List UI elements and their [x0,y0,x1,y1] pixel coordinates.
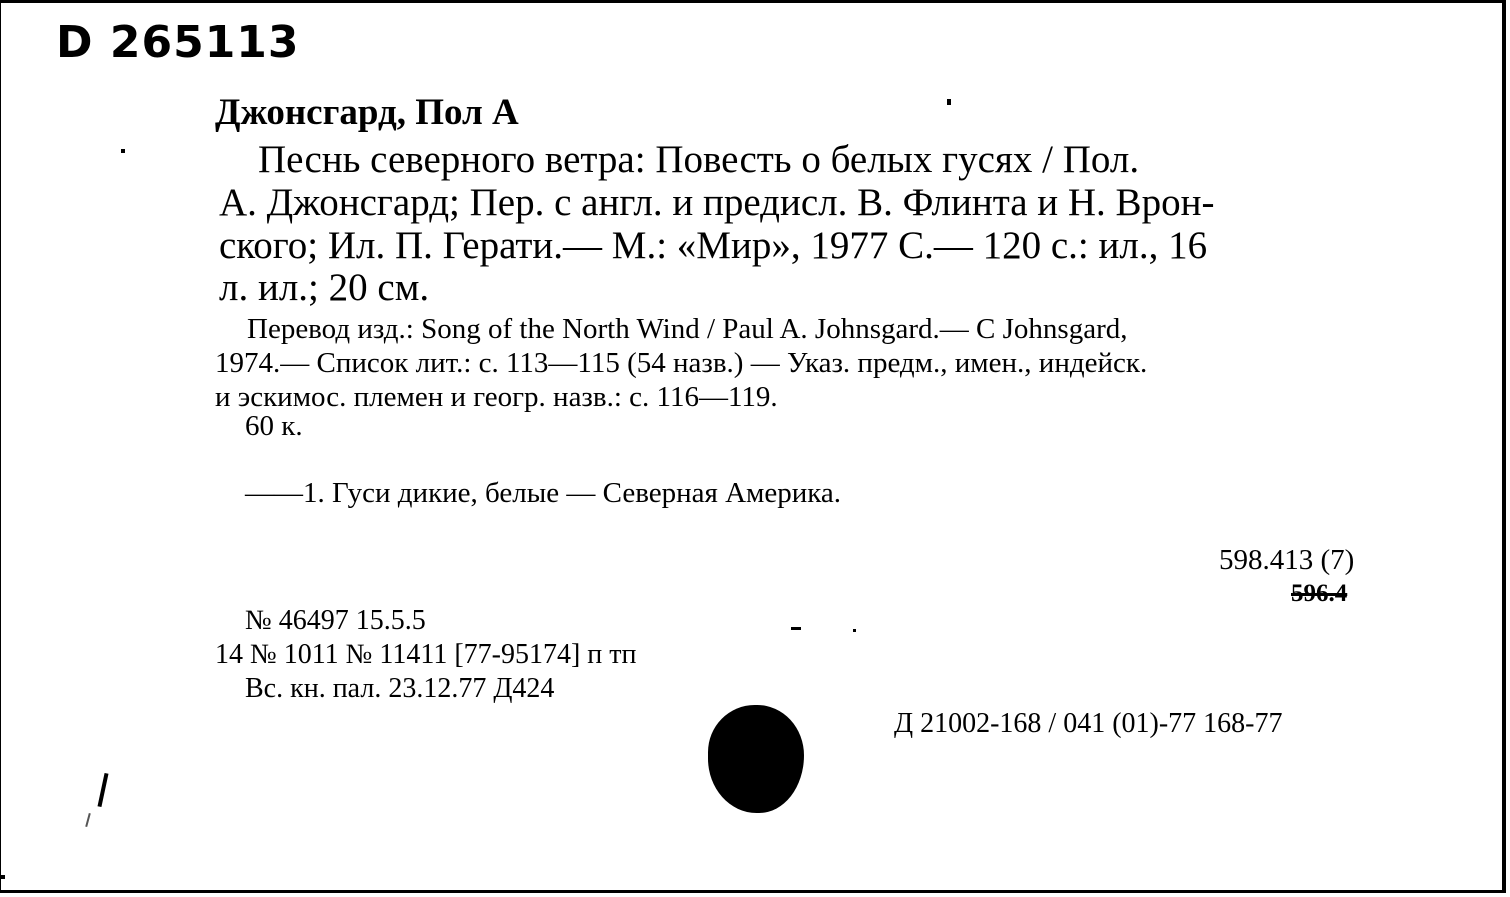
ink-speck [947,99,951,105]
card-number: D 265113 [56,17,300,68]
crossed-out-classification: 596.4 [1291,580,1348,607]
pencil-mark [98,773,109,807]
tech-line-3: Вс. кн. пал. 23.12.77 Д424 [245,673,555,704]
classification-number: 598.413 (7) [1219,544,1355,576]
notes-line-1: Перевод изд.: Song of the North Wind / Paul A. Johnsgard.— C Johnsgard, [247,313,1128,345]
notes-line-3: и эскимос. племен и геогр. назв.: с. 116—119. [215,381,778,413]
description-line-4: л. ил.; 20 см. [219,266,430,309]
tech-line-2: 14 № 1011 № 11411 [77-95174] п тп [215,639,637,670]
notes-line-2: 1974.— Список лит.: с. 113—115 (54 назв.) — Указ. предм., имен., индейск. [215,347,1148,379]
description-line-2: А. Джонсгард; Пер. с англ. и предисл. В. Флинта и Н. Врон- [219,181,1215,224]
author-heading: Джонсгард, Пол А [215,92,519,133]
subject-heading: ——1. Гуси дикие, белые — Северная Америка. [245,477,842,509]
description-line-1: Песнь северного ветра: Повесть о белых гусях / Пол. [258,138,1140,181]
description-line-3: ского; Ил. П. Герати.— М.: «Мир», 1977 С.— 120 с.: ил., 16 [219,224,1208,267]
price: 60 к. [245,410,303,442]
ink-speck [853,629,856,632]
ink-blot [708,705,804,813]
tech-line-1: № 46497 15.5.5 [245,605,426,636]
pencil-mark [85,813,91,827]
ink-speck [121,149,125,153]
ink-speck [1,875,5,879]
publisher-code: Д 21002-168 / 041 (01)-77 168-77 [894,708,1283,739]
ink-speck [791,627,801,630]
